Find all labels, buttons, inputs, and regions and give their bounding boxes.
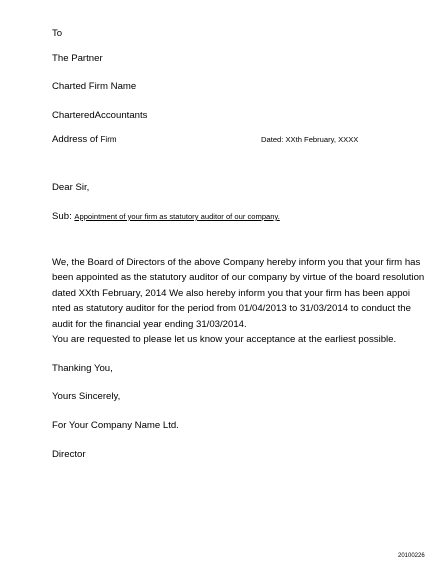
footer-code: 20100226 bbox=[398, 553, 425, 559]
signatory-title: Director bbox=[52, 449, 86, 460]
recipient-partner: The Partner bbox=[52, 53, 103, 64]
closing-thanks: Thanking You, bbox=[52, 363, 113, 374]
body-line: We, the Board of Directors of the above Company hereby inform you that your firm has bbox=[52, 257, 421, 268]
subject-line bbox=[52, 211, 280, 223]
body-line: nted as statutory auditor for the period from 01/04/2013 to 31/03/2014 to conduct the bbox=[52, 303, 411, 314]
recipient-to: To bbox=[52, 28, 63, 39]
body-line: been appointed as the statutory auditor of our company by virtue of the board resolution bbox=[52, 272, 425, 283]
recipient-firm-name: Charted Firm Name bbox=[52, 81, 137, 92]
body-line: You are requested to please let us know your acceptance at the earliest possible. bbox=[52, 334, 397, 345]
body-line: audit for the financial year ending 31/03/2014. bbox=[52, 319, 247, 330]
subject-label: Sub: bbox=[52, 211, 72, 222]
closing-sincerely: Yours Sincerely, bbox=[52, 391, 121, 402]
body-line: dated XXth February, 2014 We also hereby inform you that your firm has been appoi bbox=[52, 288, 411, 299]
recipient-accountants: CharteredAccountants bbox=[52, 110, 148, 121]
letter-date: Dated: XXth February, XXXX bbox=[261, 135, 359, 144]
address-word: Firm bbox=[100, 135, 117, 144]
salutation: Dear Sir, bbox=[52, 182, 90, 193]
address-label: Address of bbox=[52, 134, 98, 145]
company-name: For Your Company Name Ltd. bbox=[52, 420, 179, 431]
subject-text: Appointment of your firm as statutory auditor of our company. bbox=[74, 212, 280, 221]
recipient-address bbox=[52, 134, 117, 146]
